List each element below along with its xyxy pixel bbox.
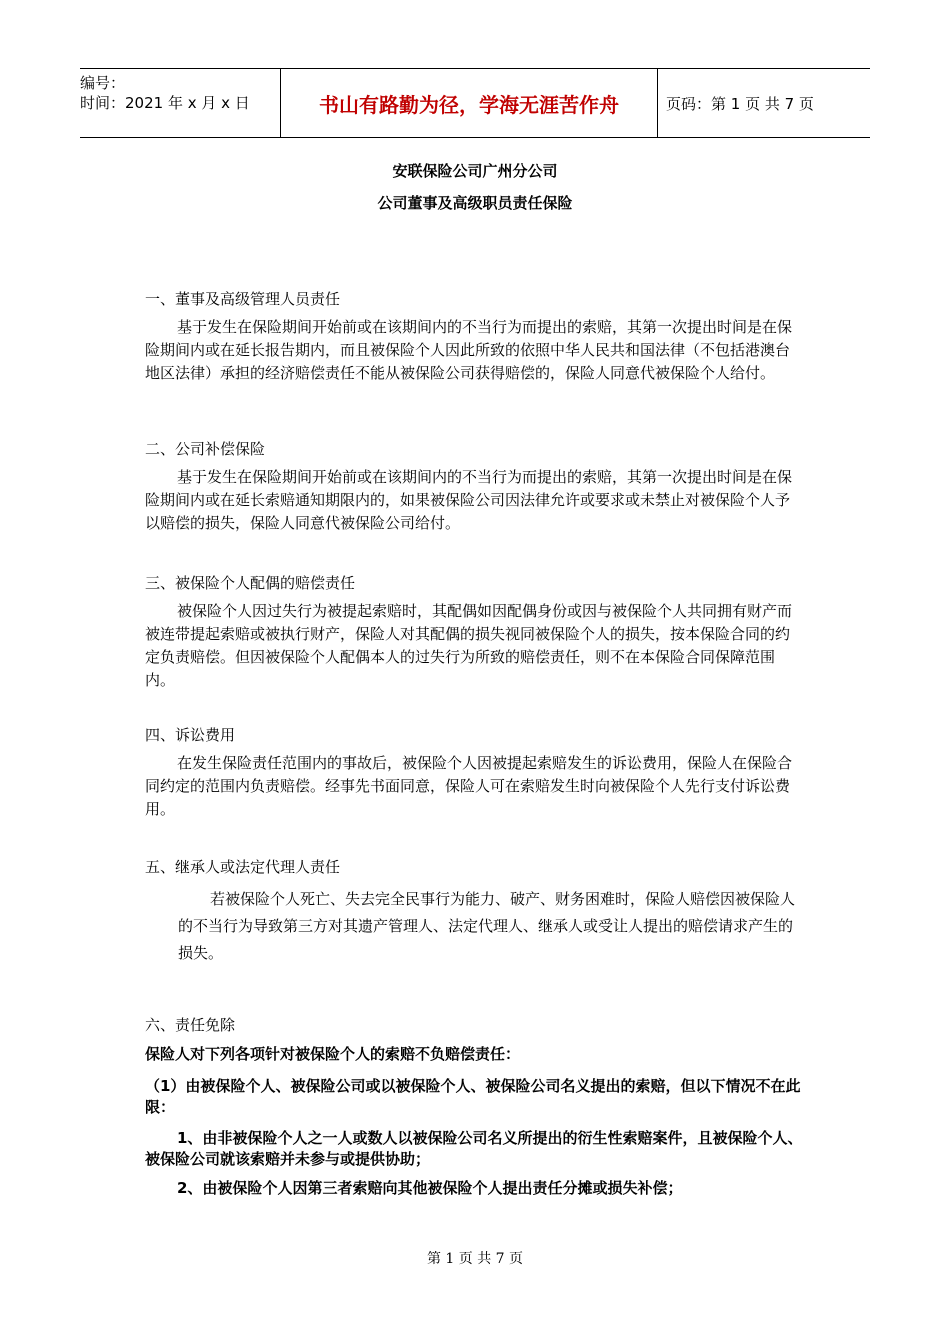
document-number-label: 编号： — [80, 74, 126, 92]
exclusion-item: （1）由被保险个人、被保险公司或以被保险个人、被保险公司名义提出的索赔，但以下情况不在此限： — [145, 1077, 801, 1116]
section-body: 若被保险个人死亡、失去完全民事行为能力、破产、财务困难时，保险人赔偿因被保险人的不当行为导致第三方对其遗产管理人、法定代理人、继承人或受让人提出的赔偿请求产生的损失。 — [178, 890, 796, 962]
header-left-cell — [80, 69, 280, 137]
document-header — [80, 68, 870, 138]
page-footer: 第 1 页 共 7 页 — [426, 1251, 524, 1267]
section-heading: 三、被保险个人配偶的赔偿责任 — [145, 574, 356, 592]
header-page-label: 页码：第 1 页 共 7 页 — [666, 94, 814, 113]
company-name: 安联保险公司广州分公司 — [392, 162, 558, 180]
section-heading: 二、公司补偿保险 — [145, 440, 266, 458]
document-title: 公司董事及高级职员责任保险 — [377, 194, 573, 212]
section-body: 在发生保险责任范围内的事故后，被保险个人因被提起索赔发生的诉讼费用，保险人在保险合同约定的范围内负责赔偿。经事先书面同意，保险人可在索赔发生时向被保险个人先行支付诉讼费用。 — [145, 754, 793, 818]
section-heading: 一、董事及高级管理人员责任 — [145, 290, 341, 308]
exclusions-intro: 保险人对下列各项针对被保险个人的索赔不负赔偿责任： — [145, 1045, 521, 1063]
section-heading: 五、继承人或法定代理人责任 — [145, 858, 341, 876]
document-time-label: 时间：2021 年 x 月 x 日 — [80, 94, 250, 112]
exclusion-subitem: 1、由非被保险个人之一人或数人以被保险公司名义所提出的衍生性索赔案件，且被保险个人、被保险公司就该索赔并未参与或提供协助； — [145, 1129, 803, 1168]
exclusion-subitem: 2、由被保险个人因第三者索赔向其他被保险个人提出责任分摊或损失补偿； — [177, 1179, 683, 1197]
section-body: 基于发生在保险期间开始前或在该期间内的不当行为而提出的索赔，其第一次提出时间是在保险期间内或在延长报告期内，而且被保险个人因此所致的依照中华人民共和国法律（不包括港澳台地区法律）承担的经济赔偿责任不能从被保险公司获得赔偿的，保险人同意代被保险个人给付。 — [145, 318, 793, 382]
section-body: 被保险个人因过失行为被提起索赔时，其配偶如因配偶身份或因与被保险个人共同拥有财产而被连带提起索赔或被执行财产，保险人对其配偶的损失视同被保险个人的损失，按本保险合同的约定负责赔偿。但因被保险个人配偶本人的过失行为所致的赔偿责任，则不在本保险合同保障范围内。 — [145, 602, 793, 689]
section-heading: 六、责任免除 — [145, 1016, 236, 1034]
section-body: 基于发生在保险期间开始前或在该期间内的不当行为而提出的索赔，其第一次提出时间是在保险期间内或在延长索赔通知期限内的，如果被保险公司因法律允许或要求或未禁止对被保险个人予以赔偿的损失，保险人同意代被保险公司给付。 — [145, 468, 793, 532]
header-motto: 书山有路勤为径，学海无涯苦作舟 — [280, 69, 658, 137]
section-heading: 四、诉讼费用 — [145, 726, 236, 744]
